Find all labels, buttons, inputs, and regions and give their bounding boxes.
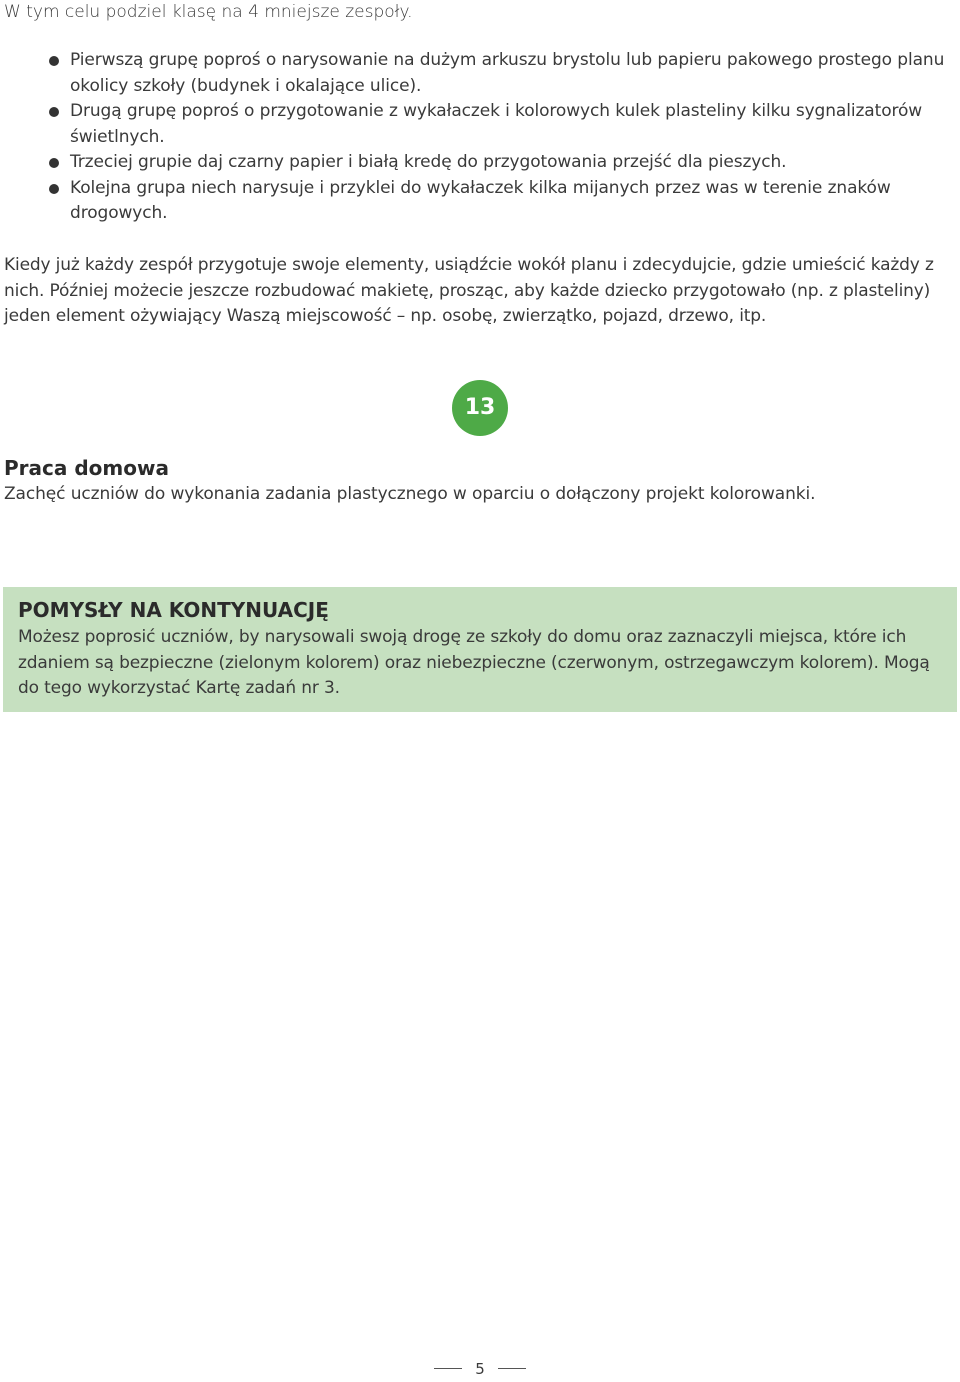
list-item [0, 99, 960, 150]
footer-divider-left [434, 1368, 462, 1369]
list-item-text: Pierwszą grupę poproś o narysowanie na dużym arkuszu brystolu lub papieru pakowego prostego planu okolicy szkoły (budynek i okalające ulice). [70, 50, 945, 96]
homework-text: Zachęć uczniów do wykonania zadania plastycznego w oparciu o dołączony projekt kolorowanki. [4, 484, 816, 504]
instruction-paragraph: Kiedy już każdy zespół przygotuje swoje elementy, usiądźcie wokół planu i zdecydujcie, gdzie umieścić każdy z nich. Później możecie jeszcze rozbudować makietę, prosząc, aby każde dziecko przygotowało (np. z plasteliny) jeden element ożywiający Waszą miejscowość – np. osobę, zwierzątko, pojazd, drzewo, itp. [4, 255, 934, 326]
list-item [0, 48, 960, 99]
list-item-text: Kolejna grupa niech narysuje i przyklei do wykałaczek kilka mijanych przez was w terenie znaków drogowych. [70, 177, 891, 223]
homework-title: Praca domowa [4, 456, 169, 480]
list-item-text: Trzeciej grupie daj czarny papier i białą kredę do przygotowania przejść dla pieszych. [70, 152, 787, 172]
step-number-badge: 13 [452, 380, 508, 436]
list-item-text: Drugą grupę poproś o przygotowanie z wykałaczek i kolorowych kulek plasteliny kilku sygnalizatorów świetlnych. [70, 101, 923, 147]
list-item [0, 150, 960, 176]
continuation-text: Możesz poprosić uczniów, by narysowali swoją drogę ze szkoły do domu oraz zaznaczyli miejsca, które ich zdaniem są bezpieczne (zielonym kolorem) oraz niebezpieczne (czerwonym, ostrzegawczym kolorem). Mogą do tego wykorzystać Kartę zadań nr 3. [18, 627, 930, 698]
group-task-list [0, 48, 960, 227]
intro-text: W tym celu podziel klasę na 4 mniejsze zespoły. [4, 2, 413, 22]
page-footer [0, 1358, 960, 1382]
footer-divider-right [498, 1368, 526, 1369]
continuation-box [3, 587, 957, 712]
bullet-icon [49, 184, 59, 194]
continuation-title: POMYSŁY NA KONTYNUACJĘ [18, 598, 329, 622]
bullet-icon [49, 56, 59, 66]
bullet-icon [49, 158, 59, 168]
page-number: 5 [475, 1360, 485, 1378]
bullet-icon [49, 107, 59, 117]
list-item [0, 176, 960, 227]
